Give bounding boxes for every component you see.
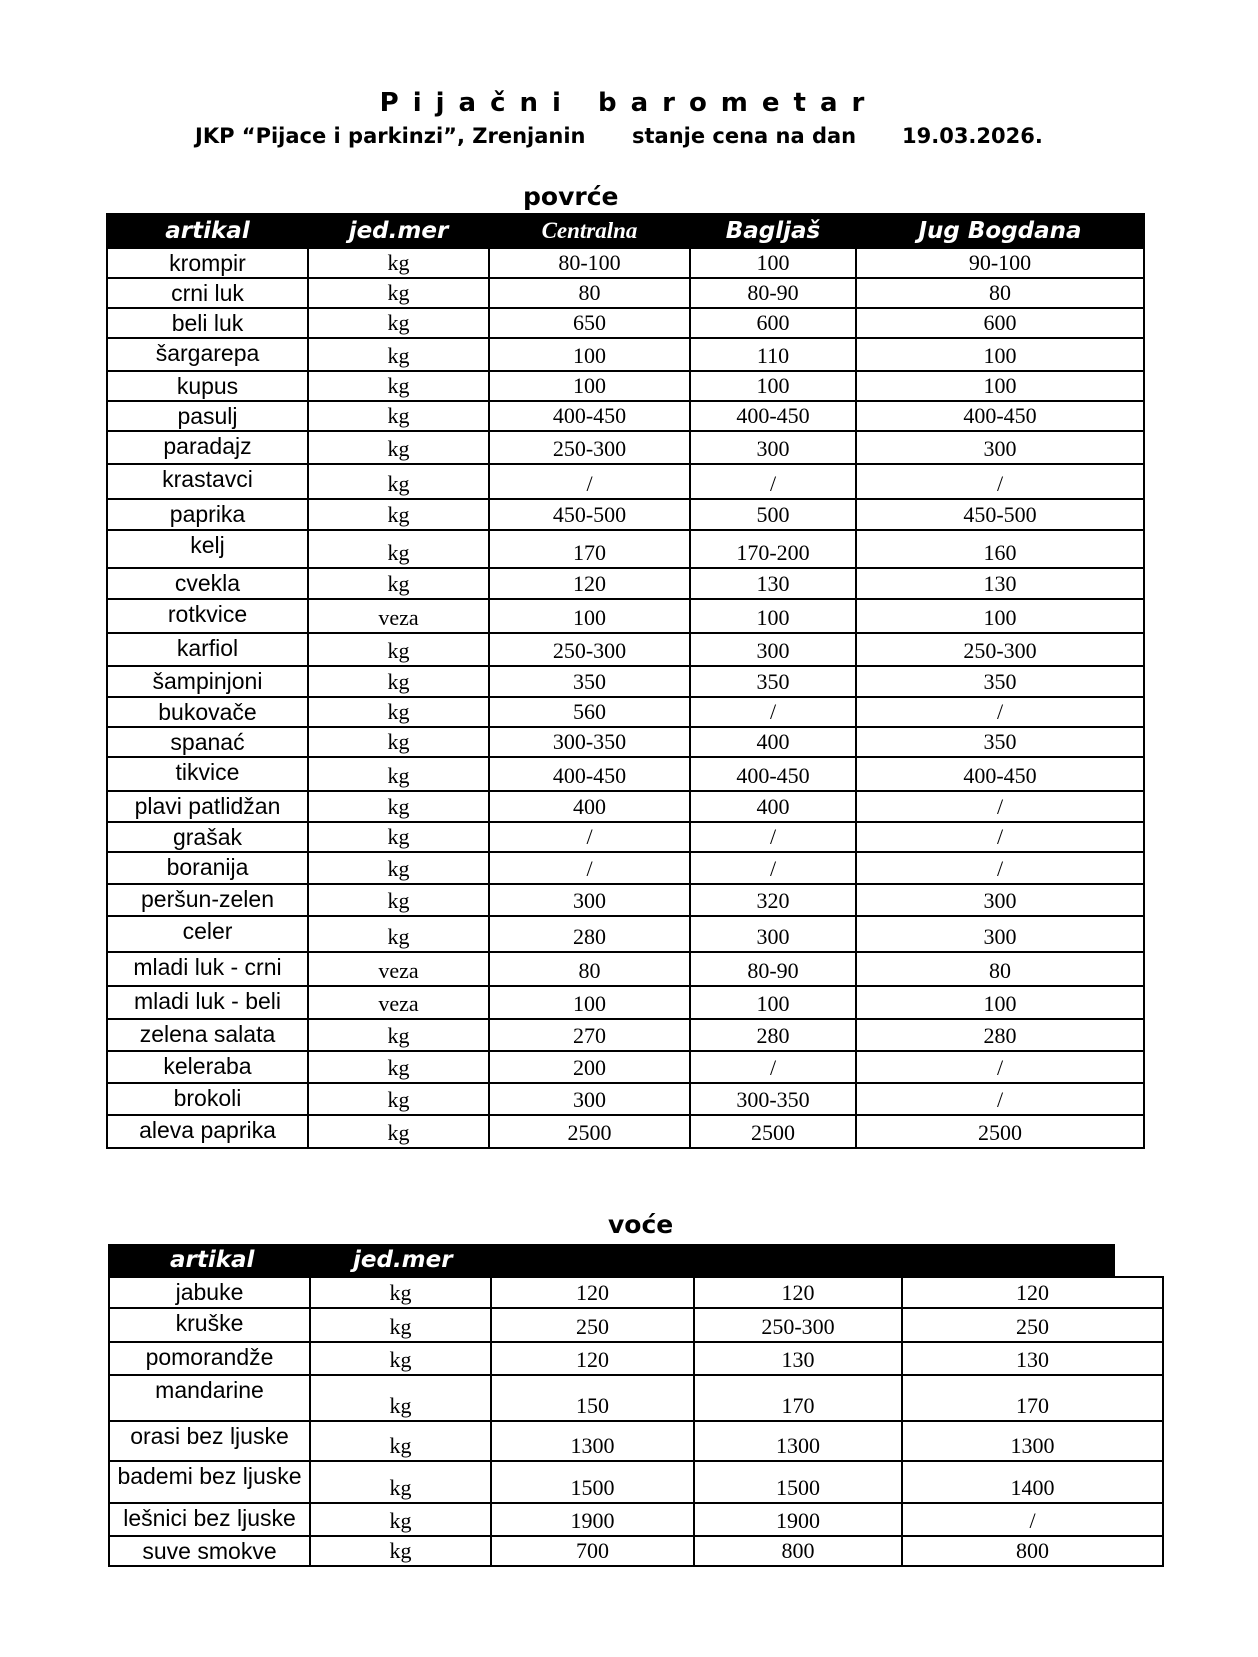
table-row: [109, 1503, 1163, 1536]
table-row: [107, 1115, 1144, 1148]
table-row: [109, 1342, 1163, 1375]
price-centralna-bademi-bez-ljuske: 1500: [491, 1461, 694, 1503]
price-bagljas-spanac: 400: [690, 727, 856, 757]
price-bagljas-mandarine: 170: [694, 1375, 902, 1421]
price-centralna-zelena-salata: 270: [489, 1019, 690, 1051]
price-jug-bogdana-cvekla: 130: [856, 568, 1144, 599]
price-jug-bogdana-bukovace: /: [856, 697, 1144, 727]
fruit-column-header-artikal: artikal: [170, 1247, 255, 1273]
item-name-karfiol: karfiol: [107, 633, 308, 666]
price-jug-bogdana-krastavci: /: [856, 464, 1144, 499]
price-bagljas-jabuke: 120: [694, 1277, 902, 1308]
price-bagljas-mladi-luk-beli: 100: [690, 986, 856, 1019]
item-name-mladi-luk-crni: mladi luk - crni: [107, 952, 308, 986]
vegetables-price-table: [106, 213, 1145, 1149]
fruit-column-header-jed-mer: jed.mer: [353, 1247, 453, 1273]
item-name-pomorandze: pomorandže: [109, 1342, 310, 1375]
unit-cell-paprika: kg: [308, 499, 489, 530]
table-row: [107, 464, 1144, 499]
price-jug-bogdana-crni-luk: 80: [856, 278, 1144, 308]
price-bagljas-krastavci: /: [690, 464, 856, 499]
price-jug-bogdana-suve-smokve: 800: [902, 1536, 1163, 1566]
price-jug-bogdana-persun-zelen: 300: [856, 884, 1144, 916]
price-jug-bogdana-pasulj: 400-450: [856, 401, 1144, 431]
column-header-jed-mer: jed.mer: [308, 214, 489, 248]
price-jug-bogdana-tikvice: 400-450: [856, 757, 1144, 791]
price-jug-bogdana-kupus: 100: [856, 371, 1144, 401]
price-bagljas-crni-luk: 80-90: [690, 278, 856, 308]
price-bagljas-keleraba: /: [690, 1051, 856, 1083]
price-bagljas-beli-luk: 600: [690, 308, 856, 338]
table-row: [107, 1019, 1144, 1051]
price-centralna-karfiol: 250-300: [489, 633, 690, 666]
unit-cell-paradajz: kg: [308, 431, 489, 464]
unit-cell-zelena-salata: kg: [308, 1019, 489, 1051]
price-centralna-brokoli: 300: [489, 1083, 690, 1115]
price-bagljas-tikvice: 400-450: [690, 757, 856, 791]
unit-cell-boranija: kg: [308, 852, 489, 884]
price-jug-bogdana-sargarepa: 100: [856, 338, 1144, 371]
price-bagljas-orasi-bez-ljuske: 1300: [694, 1421, 902, 1461]
price-centralna-krompir: 80-100: [489, 248, 690, 278]
table-row: [107, 757, 1144, 791]
price-bagljas-brokoli: 300-350: [690, 1083, 856, 1115]
item-name-jabuke: jabuke: [109, 1277, 310, 1308]
table-row: [107, 530, 1144, 568]
price-jug-bogdana-brokoli: /: [856, 1083, 1144, 1115]
price-centralna-kupus: 100: [489, 371, 690, 401]
item-name-kruske: kruške: [109, 1308, 310, 1342]
price-centralna-plavi-patlidzan: 400: [489, 791, 690, 822]
table-row: [107, 697, 1144, 727]
column-header-artikal: artikal: [107, 214, 308, 248]
price-jug-bogdana-bademi-bez-ljuske: 1400: [902, 1461, 1163, 1503]
item-name-grasak: grašak: [107, 822, 308, 852]
price-bagljas-celer: 300: [690, 916, 856, 952]
price-jug-bogdana-orasi-bez-ljuske: 1300: [902, 1421, 1163, 1461]
price-centralna-mladi-luk-crni: 80: [489, 952, 690, 986]
item-name-krompir: krompir: [107, 248, 308, 278]
organization-name: JKP “Pijace i parkinzi”, Zrenjanin: [195, 124, 586, 148]
unit-cell-suve-smokve: kg: [310, 1536, 491, 1566]
price-bagljas-rotkvice: 100: [690, 599, 856, 633]
item-name-plavi-patlidzan: plavi patlidžan: [107, 791, 308, 822]
item-name-sampinjoni: šampinjoni: [107, 666, 308, 697]
unit-cell-grasak: kg: [308, 822, 489, 852]
table-row: [107, 633, 1144, 666]
status-label: stanje cena na dan: [632, 124, 857, 148]
item-name-lesnici-bez-ljuske: lešnici bez ljuske: [109, 1503, 310, 1536]
price-jug-bogdana-kruske: 250: [902, 1308, 1163, 1342]
price-jug-bogdana-spanac: 350: [856, 727, 1144, 757]
price-bagljas-kelj: 170-200: [690, 530, 856, 568]
price-jug-bogdana-mandarine: 170: [902, 1375, 1163, 1421]
item-name-crni-luk: crni luk: [107, 278, 308, 308]
table-row: [107, 338, 1144, 371]
price-bagljas-kupus: 100: [690, 371, 856, 401]
item-name-beli-luk: beli luk: [107, 308, 308, 338]
price-jug-bogdana-beli-luk: 600: [856, 308, 1144, 338]
table-row: [107, 852, 1144, 884]
price-centralna-beli-luk: 650: [489, 308, 690, 338]
item-name-krastavci: krastavci: [107, 464, 308, 499]
item-name-sargarepa: šargarepa: [107, 338, 308, 371]
price-centralna-rotkvice: 100: [489, 599, 690, 633]
price-bagljas-karfiol: 300: [690, 633, 856, 666]
unit-cell-sampinjoni: kg: [308, 666, 489, 697]
item-name-pasulj: pasulj: [107, 401, 308, 431]
price-centralna-spanac: 300-350: [489, 727, 690, 757]
unit-cell-aleva-paprika: kg: [308, 1115, 489, 1148]
price-centralna-persun-zelen: 300: [489, 884, 690, 916]
unit-cell-pomorandze: kg: [310, 1342, 491, 1375]
price-centralna-tikvice: 400-450: [489, 757, 690, 791]
table-row: [109, 1461, 1163, 1503]
price-bagljas-boranija: /: [690, 852, 856, 884]
table-row: [109, 1277, 1163, 1308]
unit-cell-mladi-luk-crni: veza: [308, 952, 489, 986]
price-centralna-sargarepa: 100: [489, 338, 690, 371]
table-row: [107, 952, 1144, 986]
price-bagljas-pomorandze: 130: [694, 1342, 902, 1375]
unit-cell-beli-luk: kg: [308, 308, 489, 338]
price-centralna-paradajz: 250-300: [489, 431, 690, 464]
price-jug-bogdana-kelj: 160: [856, 530, 1144, 568]
price-jug-bogdana-krompir: 90-100: [856, 248, 1144, 278]
table-row: [107, 884, 1144, 916]
item-name-orasi-bez-ljuske: orasi bez ljuske: [109, 1421, 310, 1461]
table-row: [107, 401, 1144, 431]
table-row: [109, 1375, 1163, 1421]
price-centralna-sampinjoni: 350: [489, 666, 690, 697]
price-jug-bogdana-karfiol: 250-300: [856, 633, 1144, 666]
item-name-kelj: kelj: [107, 530, 308, 568]
price-bagljas-paprika: 500: [690, 499, 856, 530]
item-name-paradajz: paradajz: [107, 431, 308, 464]
price-jug-bogdana-plavi-patlidzan: /: [856, 791, 1144, 822]
price-bagljas-lesnici-bez-ljuske: 1900: [694, 1503, 902, 1536]
unit-cell-bukovace: kg: [308, 697, 489, 727]
unit-cell-mladi-luk-beli: veza: [308, 986, 489, 1019]
unit-cell-bademi-bez-ljuske: kg: [310, 1461, 491, 1503]
table-row: [109, 1421, 1163, 1461]
price-jug-bogdana-mladi-luk-beli: 100: [856, 986, 1144, 1019]
price-centralna-boranija: /: [489, 852, 690, 884]
price-jug-bogdana-grasak: /: [856, 822, 1144, 852]
unit-cell-plavi-patlidzan: kg: [308, 791, 489, 822]
price-bagljas-pasulj: 400-450: [690, 401, 856, 431]
item-name-rotkvice: rotkvice: [107, 599, 308, 633]
table-row: [107, 568, 1144, 599]
table-row: [107, 986, 1144, 1019]
table-row: [107, 278, 1144, 308]
unit-cell-crni-luk: kg: [308, 278, 489, 308]
price-centralna-aleva-paprika: 2500: [489, 1115, 690, 1148]
price-bagljas-sargarepa: 110: [690, 338, 856, 371]
table-row: [107, 371, 1144, 401]
price-bagljas-mladi-luk-crni: 80-90: [690, 952, 856, 986]
unit-cell-rotkvice: veza: [308, 599, 489, 633]
price-centralna-mladi-luk-beli: 100: [489, 986, 690, 1019]
price-centralna-bukovace: 560: [489, 697, 690, 727]
table-row: [109, 1536, 1163, 1566]
table-row: [107, 308, 1144, 338]
price-jug-bogdana-boranija: /: [856, 852, 1144, 884]
table-row: [107, 499, 1144, 530]
item-name-mladi-luk-beli: mladi luk - beli: [107, 986, 308, 1019]
price-centralna-grasak: /: [489, 822, 690, 852]
item-name-kupus: kupus: [107, 371, 308, 401]
price-jug-bogdana-mladi-luk-crni: 80: [856, 952, 1144, 986]
price-centralna-pomorandze: 120: [491, 1342, 694, 1375]
unit-cell-persun-zelen: kg: [308, 884, 489, 916]
price-centralna-kelj: 170: [489, 530, 690, 568]
price-centralna-celer: 280: [489, 916, 690, 952]
price-jug-bogdana-jabuke: 120: [902, 1277, 1163, 1308]
table-row: [107, 666, 1144, 697]
unit-cell-krastavci: kg: [308, 464, 489, 499]
unit-cell-kruske: kg: [310, 1308, 491, 1342]
price-bagljas-persun-zelen: 320: [690, 884, 856, 916]
price-bagljas-paradajz: 300: [690, 431, 856, 464]
price-date: 19.03.2026.: [902, 124, 1043, 148]
item-name-persun-zelen: peršun-zelen: [107, 884, 308, 916]
unit-cell-jabuke: kg: [310, 1277, 491, 1308]
table-row: [107, 1083, 1144, 1115]
item-name-bukovace: bukovače: [107, 697, 308, 727]
column-header-centralna: Centralna: [489, 214, 690, 248]
price-centralna-krastavci: /: [489, 464, 690, 499]
item-name-boranija: boranija: [107, 852, 308, 884]
item-name-spanac: spanać: [107, 727, 308, 757]
unit-cell-keleraba: kg: [308, 1051, 489, 1083]
table-row: [107, 431, 1144, 464]
price-bagljas-bademi-bez-ljuske: 1500: [694, 1461, 902, 1503]
vegetables-header-row: [107, 214, 1144, 248]
price-jug-bogdana-paprika: 450-500: [856, 499, 1144, 530]
price-bagljas-zelena-salata: 280: [690, 1019, 856, 1051]
price-jug-bogdana-paradajz: 300: [856, 431, 1144, 464]
price-centralna-jabuke: 120: [491, 1277, 694, 1308]
unit-cell-brokoli: kg: [308, 1083, 489, 1115]
unit-cell-orasi-bez-ljuske: kg: [310, 1421, 491, 1461]
price-centralna-orasi-bez-ljuske: 1300: [491, 1421, 694, 1461]
item-name-paprika: paprika: [107, 499, 308, 530]
fruit-price-table: [108, 1276, 1164, 1567]
price-jug-bogdana-sampinjoni: 350: [856, 666, 1144, 697]
price-jug-bogdana-keleraba: /: [856, 1051, 1144, 1083]
price-centralna-crni-luk: 80: [489, 278, 690, 308]
unit-cell-lesnici-bez-ljuske: kg: [310, 1503, 491, 1536]
page-title: Pijačni barometar: [379, 88, 879, 118]
price-jug-bogdana-lesnici-bez-ljuske: /: [902, 1503, 1163, 1536]
price-bagljas-suve-smokve: 800: [694, 1536, 902, 1566]
price-centralna-lesnici-bez-ljuske: 1900: [491, 1503, 694, 1536]
unit-cell-kelj: kg: [308, 530, 489, 568]
item-name-tikvice: tikvice: [107, 757, 308, 791]
price-centralna-pasulj: 400-450: [489, 401, 690, 431]
price-jug-bogdana-pomorandze: 130: [902, 1342, 1163, 1375]
price-centralna-cvekla: 120: [489, 568, 690, 599]
unit-cell-krompir: kg: [308, 248, 489, 278]
table-row: [107, 248, 1144, 278]
unit-cell-mandarine: kg: [310, 1375, 491, 1421]
item-name-keleraba: keleraba: [107, 1051, 308, 1083]
column-header-bagljas: Bagljaš: [690, 214, 856, 248]
item-name-brokoli: brokoli: [107, 1083, 308, 1115]
unit-cell-kupus: kg: [308, 371, 489, 401]
table-row: [107, 1051, 1144, 1083]
fruit-section-title: voće: [608, 1210, 674, 1239]
table-row: [107, 727, 1144, 757]
fruit-header-bar: [108, 1244, 1115, 1276]
price-jug-bogdana-rotkvice: 100: [856, 599, 1144, 633]
unit-cell-karfiol: kg: [308, 633, 489, 666]
item-name-bademi-bez-ljuske: bademi bez ljuske: [109, 1461, 310, 1503]
price-bagljas-krompir: 100: [690, 248, 856, 278]
price-jug-bogdana-aleva-paprika: 2500: [856, 1115, 1144, 1148]
table-row: [107, 599, 1144, 633]
item-name-zelena-salata: zelena salata: [107, 1019, 308, 1051]
price-bagljas-aleva-paprika: 2500: [690, 1115, 856, 1148]
unit-cell-pasulj: kg: [308, 401, 489, 431]
unit-cell-cvekla: kg: [308, 568, 489, 599]
price-bagljas-kruske: 250-300: [694, 1308, 902, 1342]
price-bagljas-plavi-patlidzan: 400: [690, 791, 856, 822]
unit-cell-spanac: kg: [308, 727, 489, 757]
price-jug-bogdana-celer: 300: [856, 916, 1144, 952]
unit-cell-celer: kg: [308, 916, 489, 952]
price-centralna-keleraba: 200: [489, 1051, 690, 1083]
table-row: [109, 1308, 1163, 1342]
vegetables-section-title: povrće: [523, 182, 619, 211]
unit-cell-tikvice: kg: [308, 757, 489, 791]
price-centralna-kruske: 250: [491, 1308, 694, 1342]
item-name-cvekla: cvekla: [107, 568, 308, 599]
column-header-jug-bogdana: Jug Bogdana: [856, 214, 1144, 248]
price-centralna-paprika: 450-500: [489, 499, 690, 530]
price-centralna-mandarine: 150: [491, 1375, 694, 1421]
price-bagljas-cvekla: 130: [690, 568, 856, 599]
price-bagljas-grasak: /: [690, 822, 856, 852]
table-row: [107, 822, 1144, 852]
item-name-suve-smokve: suve smokve: [109, 1536, 310, 1566]
unit-cell-sargarepa: kg: [308, 338, 489, 371]
price-centralna-suve-smokve: 700: [491, 1536, 694, 1566]
table-row: [107, 791, 1144, 822]
price-bagljas-sampinjoni: 350: [690, 666, 856, 697]
item-name-aleva-paprika: aleva paprika: [107, 1115, 308, 1148]
item-name-mandarine: mandarine: [109, 1375, 310, 1421]
price-bagljas-bukovace: /: [690, 697, 856, 727]
price-jug-bogdana-zelena-salata: 280: [856, 1019, 1144, 1051]
item-name-celer: celer: [107, 916, 308, 952]
table-row: [107, 916, 1144, 952]
